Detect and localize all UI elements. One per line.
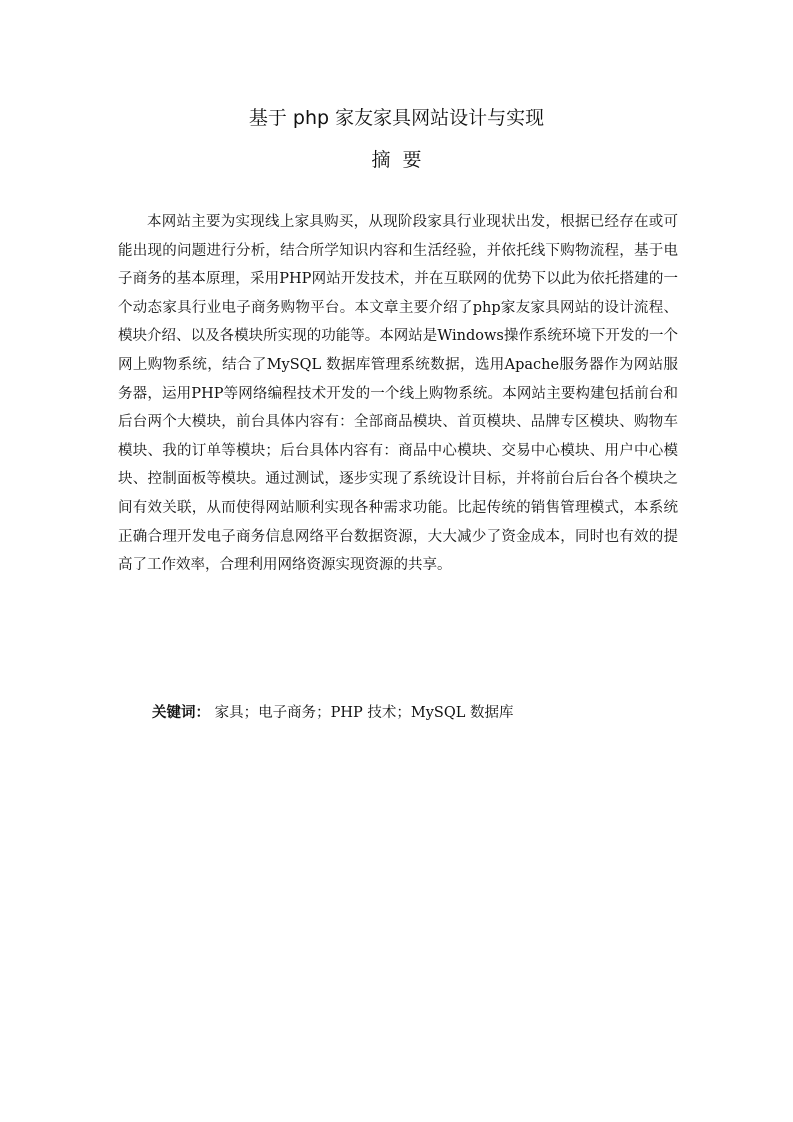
document-title: 基于 php 家友家具网站设计与实现 (248, 107, 545, 129)
keywords-line (152, 699, 513, 727)
abstract-heading: 摘要 (371, 149, 434, 171)
keywords-value: 家具；电子商务；PHP 技术；MySQL 数据库 (214, 705, 514, 721)
keywords-label: 关键词： (152, 705, 210, 721)
abstract-paragraph: 本网站主要为实现线上家具购买，从现阶段家具行业现状出发，根据已经存在或可能出现的问题进行分析，结合所学知识内容和生活经验，并依托线下购物流程，基于电子商务的基本原理，采用PHP网站开发技术，并在互联网的优势下以此为依托搭建的一个动态家具行业电子商务购物平台。本文章主要介绍了php家友家具网站的设计流程、模块介绍、以及各模块所实现的功能等。本网站是Windows操作系统环境下开发的一个网上购物系统，结合了MySQL 数据库管理系统数据，选用Apache服务器作为网站服务器，运用PHP等网络编程技术开发的一个线上购物系统。本网站主要构建包括前台和后台两个大模块，前台具体内容有：全部商品模块、首页模块、品牌专区模块、购物车模块、我的订单等模块；后台具体内容有：商品中心模块、交易中心模块、用户中心模块、控制面板等模块。通过测试，逐步实现了系统设计目标，并将前台后台各个模块之间有效关联，从而使得网站顺利实现各种需求功能。比起传统的销售管理模式，本系统正确合理开发电子商务信息网络平台数据资源，大大减少了资金成本，同时也有效的提高了工作效率，合理利用网络资源实现资源的共享。 (118, 214, 678, 574)
